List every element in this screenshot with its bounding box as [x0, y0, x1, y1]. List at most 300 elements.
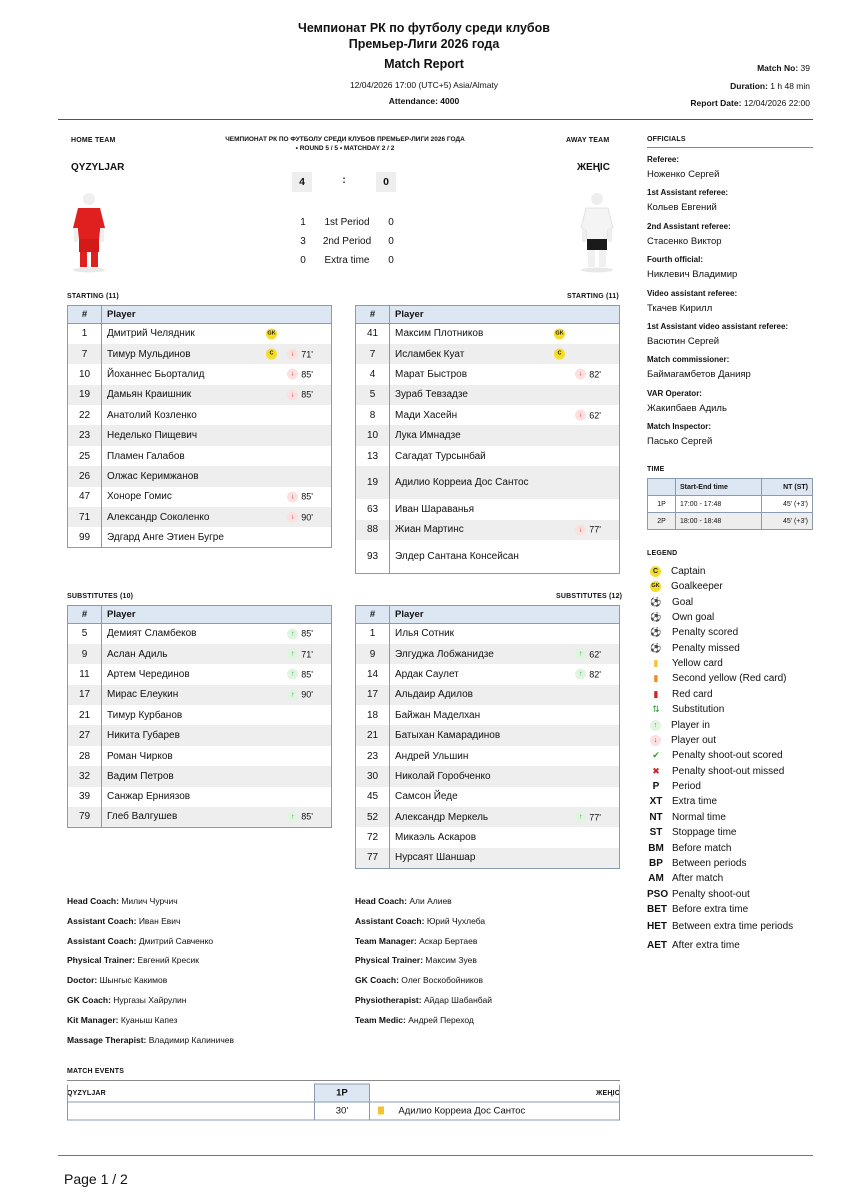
staff-role: GK Coach: — [355, 975, 399, 986]
legend-text: Penalty shoot-out missed — [672, 765, 785, 777]
player-in-marker — [287, 649, 313, 660]
player-number: 88 — [356, 520, 390, 540]
staff-name: Аскар Бертаев — [419, 935, 478, 946]
player-row — [68, 446, 332, 466]
player-row — [356, 466, 620, 499]
attendance: Attendance: 4000 — [388, 96, 460, 106]
player-in-icon: ↑ — [287, 669, 298, 680]
player-name: Йоханнес Бьорталид — [107, 368, 205, 380]
staff-member — [67, 955, 199, 965]
col-number-header: # — [356, 306, 390, 324]
staff-name: Олег Воскобойников — [401, 975, 483, 986]
player-in-icon: ↑ — [287, 689, 298, 700]
player-row — [356, 540, 620, 573]
player-name: Пламен Галабов — [107, 450, 185, 462]
player-number: 17 — [68, 685, 102, 705]
substitution-minute: 90' — [301, 689, 313, 700]
player-out-icon: ↓ — [575, 524, 586, 535]
legend-text: Yellow card — [672, 658, 723, 670]
legend-text: Second yellow (Red card) — [672, 673, 787, 685]
player-out-icon: ↓ — [287, 389, 298, 400]
player-number: 27 — [68, 725, 102, 745]
player-row — [356, 624, 620, 644]
officials-label: OFFICIALS — [647, 136, 686, 143]
legend-abbr-item — [647, 794, 717, 809]
official-role: Match commissioner: — [647, 355, 730, 365]
player-name: Эдгард Анге Этиен Бугре — [107, 531, 224, 543]
player-in-icon: ↑ — [287, 811, 298, 822]
player-cell — [390, 466, 620, 499]
player-name: Мирас Елеукин — [107, 689, 179, 701]
player-name: Марат Быстров — [395, 368, 468, 380]
legend-abbr-item — [647, 902, 748, 917]
player-row — [356, 664, 620, 684]
home-score: 4 — [292, 172, 312, 192]
official-name: Жакипбаев Адиль — [647, 402, 727, 414]
player-number: 47 — [68, 487, 102, 507]
player-number: 10 — [356, 425, 390, 445]
score-separator: : — [342, 175, 346, 186]
legend-item — [647, 564, 705, 579]
legend-text: Goal — [672, 596, 694, 608]
goalkeeper-icon: GK — [554, 328, 565, 339]
table-header-row — [68, 606, 332, 624]
player-out-marker — [575, 369, 601, 380]
player-number: 99 — [68, 527, 102, 547]
captain-marker — [266, 349, 277, 360]
legend-text: Goalkeeper — [671, 581, 723, 593]
legend-item — [647, 764, 784, 779]
staff-name: Али Алиев — [409, 896, 452, 906]
goalkeeper-marker — [554, 328, 565, 339]
player-row — [68, 405, 332, 425]
captain-icon: C — [266, 349, 277, 360]
substitution-minute: 77' — [589, 524, 601, 535]
official-name: Ноженко Сергей — [647, 169, 720, 180]
official-role: 1st Assistant referee: — [647, 188, 729, 198]
staff-member — [67, 1035, 234, 1045]
away-team-label: AWAY TEAM — [566, 137, 610, 144]
away-kit-icon — [574, 190, 620, 274]
goal-icon: ⚽ — [650, 596, 662, 607]
player-name: Хоноре Гомис — [107, 491, 172, 503]
col-number-header: # — [68, 606, 102, 624]
player-row — [68, 664, 332, 684]
events-divider — [67, 1080, 620, 1081]
player-name: Мади Хасейн — [395, 409, 458, 421]
staff-name: Юрий Чухлеба — [426, 915, 486, 926]
player-name: Зураб Тевзадзе — [395, 389, 468, 401]
penalty-missed-icon: ⚽ — [650, 642, 662, 653]
player-name: Байжан Маделхан — [395, 709, 481, 721]
player-number: 45 — [356, 787, 390, 807]
player-number: 41 — [356, 324, 390, 344]
legend-abbr-item — [647, 841, 731, 856]
player-row — [68, 385, 332, 405]
player-out-icon: ↓ — [287, 512, 298, 523]
home-starting-label: STARTING (11) — [67, 293, 119, 300]
player-cell — [390, 405, 620, 425]
substitution-minute: 71' — [301, 649, 313, 660]
away-score: 0 — [376, 172, 396, 192]
player-cell — [102, 725, 332, 745]
staff-member — [67, 975, 167, 985]
player-in-marker — [575, 669, 601, 680]
staff-name: Владимир Калиничев — [148, 1034, 234, 1045]
away-team-name: ЖЕҢІС — [577, 162, 610, 173]
player-number: 77 — [356, 848, 390, 868]
player-cell — [390, 725, 620, 745]
legend-item — [647, 610, 714, 625]
player-cell — [390, 446, 620, 466]
substitution-minute: 85' — [301, 389, 313, 400]
player-number: 63 — [356, 499, 390, 519]
player-cell — [102, 766, 332, 786]
player-number: 93 — [356, 540, 390, 573]
legend-abbr: AET — [647, 939, 667, 951]
legend-item — [647, 656, 723, 671]
goalkeeper-marker — [266, 328, 277, 339]
substitution-minute: 62' — [589, 649, 601, 660]
player-number: 5 — [68, 624, 102, 644]
staff-name: Андрей Переход — [408, 1014, 474, 1025]
player-row — [356, 827, 620, 847]
player-name: Глеб Валгушев — [107, 811, 178, 823]
player-row — [356, 385, 620, 405]
legend-item — [647, 702, 724, 717]
player-cell — [390, 520, 620, 540]
player-name: Ардак Саулет — [395, 668, 459, 680]
player-cell — [390, 385, 620, 405]
player-number: 13 — [356, 446, 390, 466]
legend-text: Substitution — [672, 704, 725, 716]
player-number: 79 — [68, 807, 102, 827]
legend-abbr: AM — [648, 873, 664, 885]
player-cell — [390, 807, 620, 827]
goalkeeper-icon: GK — [266, 328, 277, 339]
legend-text: Player out — [671, 734, 717, 746]
official-role: Referee: — [647, 155, 680, 164]
table-header-row — [356, 606, 620, 624]
player-name: Микаэль Аскаров — [395, 832, 477, 844]
player-row — [356, 705, 620, 725]
player-row — [356, 499, 620, 519]
player-cell — [390, 624, 620, 644]
player-cell — [102, 644, 332, 664]
player-in-marker — [287, 811, 313, 822]
legend-text: Between extra time periods — [672, 921, 794, 933]
player-name: Олжас Керимжанов — [107, 470, 199, 482]
player-out-marker — [575, 410, 601, 421]
second-yellow-icon: ▮ — [653, 673, 659, 684]
legend-abbr: BP — [649, 858, 663, 869]
legend-abbr-item — [647, 825, 737, 840]
player-number: 23 — [68, 425, 102, 445]
captain-icon: C — [554, 349, 565, 360]
player-cell — [102, 527, 332, 547]
player-row — [68, 364, 332, 384]
player-number: 21 — [68, 705, 102, 725]
player-cell — [102, 787, 332, 807]
shootout-scored-icon: ✔ — [652, 750, 660, 761]
staff-name: Куаныш Капез — [120, 1014, 178, 1025]
player-row — [356, 787, 620, 807]
report-title-line2: Премьер-Лиги 2026 года — [348, 37, 500, 51]
player-in-marker — [287, 628, 313, 639]
player-cell — [390, 787, 620, 807]
official-role: Video assistant referee: — [647, 288, 738, 298]
yellow-card-icon: ▮ — [653, 658, 659, 669]
legend-abbr: HET — [647, 921, 667, 933]
staff-role: Physical Trainer: — [67, 955, 136, 966]
event-player: Адилио Корреиа Дос Сантос — [398, 1105, 526, 1117]
events-table — [67, 1084, 620, 1121]
staff-member — [355, 975, 483, 985]
substitution-minute: 62' — [589, 410, 601, 421]
event-row: 30' Адилио Корреиа Дос Сантос — [68, 1102, 620, 1120]
substitution-minute: 71' — [301, 349, 313, 360]
staff-member — [355, 1015, 474, 1025]
player-number: 52 — [356, 807, 390, 827]
player-row — [356, 324, 620, 344]
player-cell — [390, 705, 620, 725]
substitution-minute: 82' — [589, 669, 601, 680]
player-number: 14 — [356, 664, 390, 684]
player-row — [68, 624, 332, 644]
player-name: Никита Губарев — [107, 730, 180, 742]
player-row — [68, 746, 332, 766]
staff-role: Assistant Coach: — [355, 915, 425, 926]
player-cell — [390, 425, 620, 445]
official-name: Ткачев Кирилл — [647, 302, 713, 314]
substitution-minute: 85' — [301, 811, 313, 822]
table-header-row — [68, 306, 332, 324]
player-cell — [102, 446, 332, 466]
player-in-marker — [575, 649, 601, 660]
legend-text: Player in — [671, 719, 710, 731]
player-row — [68, 507, 332, 527]
player-number: 10 — [68, 364, 102, 384]
player-name: Санжар Ерниязов — [107, 791, 191, 803]
match-events-label: MATCH EVENTS — [67, 1068, 125, 1075]
player-out-icon: ↓ — [287, 349, 298, 360]
player-row — [356, 725, 620, 745]
legend-text: Before match — [672, 842, 732, 854]
captain-icon: C — [650, 566, 661, 577]
player-cell — [102, 466, 332, 486]
events-away-team: ЖЕҢІС — [595, 1090, 620, 1097]
captain-marker — [554, 349, 565, 360]
player-row — [356, 364, 620, 384]
player-out-marker — [575, 524, 601, 535]
staff-member — [67, 916, 181, 926]
legend-text: Period — [672, 781, 701, 792]
legend-text: Normal time — [672, 811, 726, 823]
player-name: Лука Имнадзе — [395, 430, 461, 442]
player-cell — [102, 364, 332, 384]
player-number: 9 — [68, 644, 102, 664]
goalkeeper-icon: GK — [650, 581, 661, 592]
official-name: Никлевич Владимир — [647, 269, 738, 281]
shootout-missed-icon: ✖ — [652, 765, 660, 776]
player-name: Элдер Сантана Консейсан — [395, 550, 519, 562]
col-player-header: Player — [102, 606, 332, 624]
player-number: 19 — [356, 466, 390, 499]
substitution-minute: 90' — [301, 512, 313, 523]
staff-member — [355, 955, 477, 965]
report-title-line1: Чемпионат РК по футболу среди клубов — [298, 21, 550, 35]
player-in-icon: ↑ — [575, 669, 586, 680]
player-name: Батыхан Камарадинов — [395, 730, 501, 742]
legend-item — [647, 579, 723, 594]
player-cell — [102, 624, 332, 644]
table-header-row — [356, 306, 620, 324]
player-name: Адилио Корреиа Дос Сантос — [395, 477, 529, 489]
player-name: Аслан Адиль — [107, 648, 168, 660]
officials-divider — [647, 147, 813, 148]
player-in-marker — [287, 689, 313, 700]
staff-role: Physiotherapist: — [355, 995, 422, 1005]
player-out-icon: ↓ — [575, 410, 586, 421]
legend-text: Penalty shoot-out scored — [672, 750, 783, 762]
period-row: 0 Extra time 0 — [300, 255, 394, 266]
player-cell — [390, 766, 620, 786]
staff-name: Дмитрий Савченко — [138, 935, 214, 946]
player-out-marker — [287, 491, 313, 502]
player-number: 1 — [68, 324, 102, 344]
legend-text: Penalty shoot-out — [672, 888, 750, 900]
player-row — [68, 705, 332, 725]
player-row — [68, 787, 332, 807]
col-player-header: Player — [102, 306, 332, 324]
staff-member — [355, 995, 492, 1005]
player-in-marker — [575, 812, 601, 823]
own-goal-icon: ⚽ — [650, 612, 662, 623]
legend-abbr-item — [647, 919, 793, 934]
player-row — [68, 527, 332, 547]
player-name: Самсон Йеде — [395, 791, 458, 803]
col-player-header: Player — [390, 306, 620, 324]
player-cell — [390, 364, 620, 384]
legend-text: Own goal — [672, 612, 715, 624]
official-name: Стасенко Виктор — [647, 235, 722, 247]
player-cell — [102, 705, 332, 725]
player-row — [356, 520, 620, 540]
official-name: Кольев Евгений — [647, 202, 717, 214]
staff-member — [355, 896, 452, 906]
legend-text: After extra time — [672, 939, 740, 951]
player-number: 22 — [68, 405, 102, 425]
player-row — [356, 766, 620, 786]
official-role: 2nd Assistant referee: — [647, 221, 731, 231]
player-cell — [102, 405, 332, 425]
home-team-label: HOME TEAM — [71, 137, 116, 144]
staff-role: Assistant Coach: — [67, 915, 137, 926]
home-starting-table — [67, 305, 332, 548]
legend-abbr: P — [652, 781, 660, 792]
page-number: Page 1 / 2 — [64, 1171, 128, 1187]
legend-abbr: ST — [649, 827, 663, 839]
footer-divider — [58, 1155, 813, 1156]
player-row — [356, 644, 620, 664]
player-row — [356, 807, 620, 827]
substitution-minute: 82' — [589, 369, 601, 380]
player-number: 25 — [68, 446, 102, 466]
player-name: Вадим Петров — [107, 770, 174, 782]
player-cell — [102, 324, 332, 344]
player-cell — [102, 487, 332, 507]
legend-item — [647, 641, 740, 656]
player-name: Неделько Пищевич — [107, 430, 198, 442]
player-name: Анатолий Козленко — [107, 409, 197, 421]
player-cell — [390, 848, 620, 868]
events-home-team: QYZYLJAR — [67, 1090, 106, 1097]
time-table — [647, 478, 813, 530]
substitution-minute: 85' — [301, 669, 313, 680]
away-subs-table — [355, 605, 620, 869]
player-cell — [390, 499, 620, 519]
player-row — [356, 685, 620, 705]
player-out-icon: ↓ — [287, 491, 298, 502]
player-out-marker — [287, 389, 313, 400]
player-in-icon: ↑ — [575, 812, 586, 823]
player-cell — [390, 324, 620, 344]
player-number: 4 — [356, 364, 390, 384]
player-row — [68, 766, 332, 786]
staff-role: Team Manager: — [355, 935, 417, 946]
period-row: 3 2nd Period 0 — [300, 236, 394, 247]
legend-abbr: NT — [649, 811, 663, 823]
player-number: 23 — [356, 746, 390, 766]
red-card-icon: ▮ — [653, 688, 659, 699]
col-number-header: # — [68, 306, 102, 324]
staff-role: Physical Trainer: — [355, 955, 424, 966]
home-subs-table — [67, 605, 332, 828]
staff-member — [355, 916, 485, 926]
player-out-icon: ↓ — [650, 735, 661, 746]
legend-text: Penalty scored — [672, 627, 739, 639]
yellow-card-icon — [378, 1107, 384, 1115]
events-period-row: 1P — [68, 1084, 620, 1102]
player-name: Андрей Ульшин — [395, 750, 469, 762]
substitution-minute: 85' — [301, 369, 313, 380]
substitution-icon: ⇅ — [652, 704, 660, 715]
player-name: Александр Соколенко — [107, 511, 210, 523]
player-number: 5 — [356, 385, 390, 405]
player-number: 71 — [68, 507, 102, 527]
staff-member — [67, 936, 213, 946]
official-name: Васютин Сергей — [647, 336, 720, 347]
time-row: 1P 17:00 - 17:48 45' (+3') — [648, 496, 813, 513]
staff-role: Head Coach: — [355, 896, 407, 906]
match-number: Match No: 39 — [757, 63, 810, 73]
player-cell — [102, 507, 332, 527]
player-row — [68, 644, 332, 664]
player-number: 32 — [68, 766, 102, 786]
player-in-icon: ↑ — [575, 649, 586, 660]
player-in-icon: ↑ — [650, 720, 661, 731]
player-row — [356, 746, 620, 766]
col-player-header: Player — [390, 606, 620, 624]
away-subs-label: SUBSTITUTES (12) — [556, 593, 623, 600]
player-cell — [390, 685, 620, 705]
player-name: Альдаир Адилов — [395, 689, 473, 701]
player-number: 30 — [356, 766, 390, 786]
legend-text: After match — [672, 873, 724, 885]
staff-name: Милич Чурчич — [121, 896, 178, 906]
legend-abbr-item — [647, 856, 747, 871]
legend-item — [647, 625, 738, 640]
